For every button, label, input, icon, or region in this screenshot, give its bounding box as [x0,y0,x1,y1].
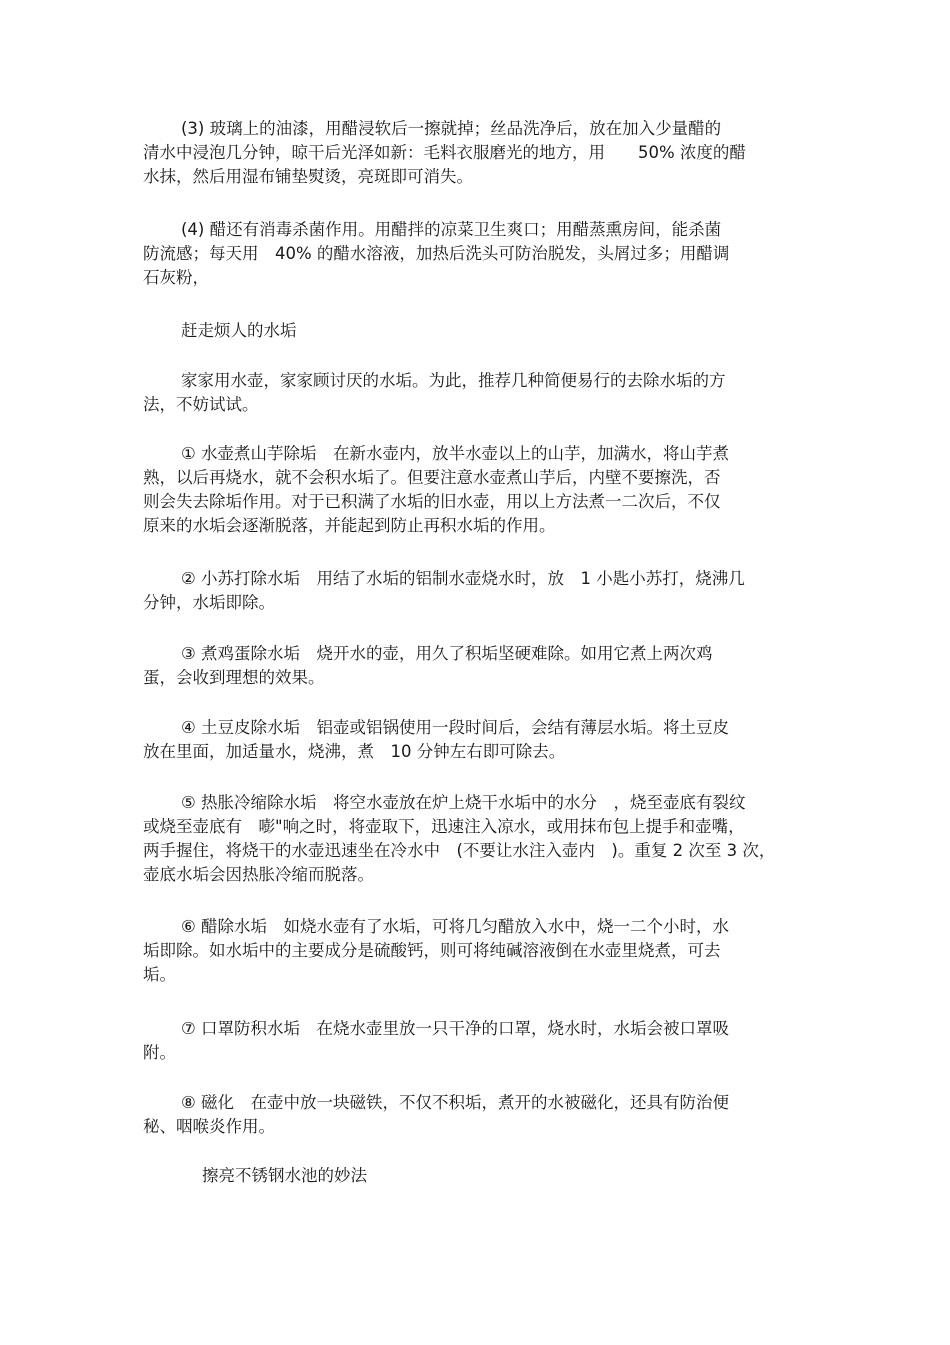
paragraph-line: 垢。 [143,965,176,984]
paragraph-line: (3) 玻璃上的油漆，用醋浸软后一擦就掉；丝品洗净后，放在加入少量醋的 [181,119,722,138]
method-item-vinegar [143,915,808,987]
paragraph-line: 垢即除。如水垢中的主要成分是硫酸钙，则可将纯碱溶液倒在水壶里烧煮，可去 [143,941,721,960]
paragraph-line: ① 水壶煮山芋除垢 在新水壶内，放半水壶以上的山芋，加满水，将山芋煮 [181,444,730,463]
paragraph-line: ⑦ 口罩防积水垢 在烧水壶里放一只干净的口罩，烧水时，水垢会被口罩吸 [181,1019,730,1038]
paragraph-vinegar-glass-cleaning [143,117,808,189]
paragraph-line: 清水中浸泡几分钟，晾干后光泽如新：毛料衣服磨光的地方，用 50% 浓度的醋 [143,143,746,162]
method-item-mask [143,1017,808,1065]
method-item-baking-soda [143,567,808,615]
paragraph-line: 石灰粉， [143,268,209,287]
section-heading-scale-removal: 赶走烦人的水垢 [181,321,297,340]
method-item-magnet [143,1091,808,1139]
method-item-sweet-potato [143,442,808,538]
paragraph-line: ⑧ 磁化 在壶中放一块磁铁，不仅不积垢，煮开的水被磁化，还具有防治便 [181,1093,730,1112]
paragraph-line: 蛋，会收到理想的效果。 [143,668,325,687]
paragraph-line: ⑤ 热胀冷缩除水垢 将空水壶放在炉上烧干水垢中的水分 ，烧至壶底有裂纹 [181,793,746,812]
paragraph-line: 家家用水壶，家家顾讨厌的水垢。为此，推荐几种简便易行的去除水垢的方 [181,371,726,390]
paragraph-line: 分钟，水垢即除。 [143,593,275,612]
paragraph-scale-intro [143,369,808,417]
paragraph-line: (4) 醋还有消毒杀菌作用。用醋拌的凉菜卫生爽口；用醋蒸熏房间，能杀菌 [181,220,722,239]
paragraph-line: 放在里面，加适量水，烧沸，煮 10 分钟左右即可除去。 [143,742,566,761]
paragraph-line: 则会失去除垢作用。对于已积满了水垢的旧水壶，用以上方法煮一二次后，不仅 [143,492,721,511]
paragraph-line: 两手握住，将烧干的水壶迅速坐在冷水中 (不要让水注入壶内 )。重复 2 次至 3 次， [143,841,776,860]
paragraph-line: 法，不妨试试。 [143,395,259,414]
paragraph-line: 防流感；每天用 40% 的醋水溶液，加热后洗头可防治脱发，头屑过多；用醋调 [143,244,730,263]
paragraph-line: 或烧至壶底有 嘭"响之时，将壶取下，迅速注入凉水，或用抹布包上提手和壶嘴， [143,817,745,836]
paragraph-line: ⑥ 醋除水垢 如烧水壶有了水垢，可将几匀醋放入水中，烧一二个小时，水 [181,917,730,936]
paragraph-line: ③ 煮鸡蛋除水垢 烧开水的壶，用久了积垢坚硬难除。如用它煮上两次鸡 [181,644,713,663]
section-heading-stainless-sink: 擦亮不锈钢水池的妙法 [202,1166,367,1185]
paragraph-line: 附。 [143,1043,176,1062]
paragraph-line: ② 小苏打除水垢 用结了水垢的铝制水壶烧水时，放 1 小匙小苏打，烧沸几 [181,569,745,588]
paragraph-line: ④ 土豆皮除水垢 铝壶或铝锅使用一段时间后，会结有薄层水垢。将土豆皮 [181,718,730,737]
method-item-boiled-eggs [143,642,808,690]
paragraph-line: 壶底水垢会因热胀冷缩而脱落。 [143,865,374,884]
paragraph-line: 熟，以后再烧水，就不会积水垢了。但要注意水壶煮山芋后，内壁不要擦洗，否 [143,468,721,487]
paragraph-line: 秘、咽喉炎作用。 [143,1117,275,1136]
method-item-thermal-shock [143,791,808,887]
paragraph-vinegar-disinfection [143,218,808,290]
paragraph-line: 原来的水垢会逐渐脱落，并能起到防止再积水垢的作用。 [143,516,556,535]
method-item-potato-peel [143,716,808,764]
paragraph-line: 水抹，然后用湿布铺垫熨烫，亮斑即可消失。 [143,167,473,186]
